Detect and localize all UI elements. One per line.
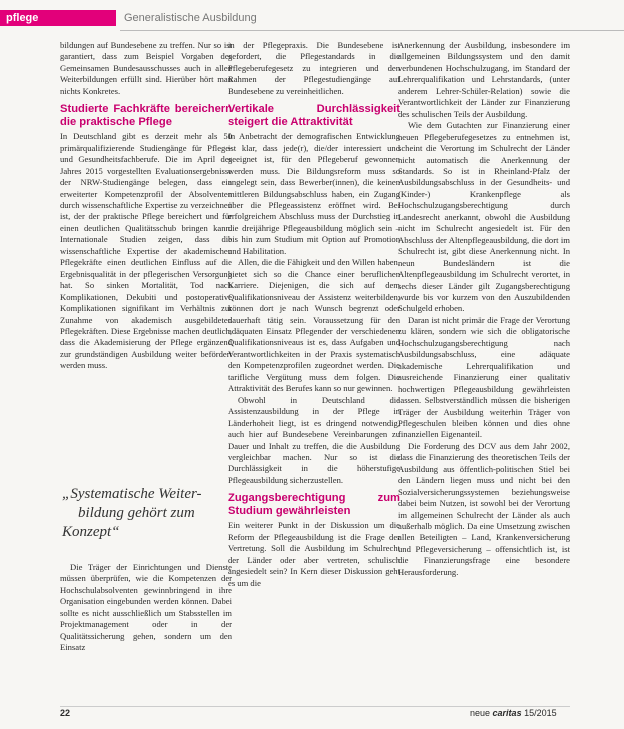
page-number: 22: [60, 708, 71, 718]
pull-quote: [62, 485, 222, 542]
column-2: [228, 40, 400, 589]
magazine-footer: [470, 708, 557, 718]
paragraph: Allen, die die Fähigkeit und den Willen haben, bietet sich so die Chance einer beruflichen Karriere. Diejenigen, die sich auf dem Qualifikationsniveau der Assistenz weiterbilden, können dort je nach Wunsch begrenzt oder dauerhaft tätig sein. Voraussetzung für den adäquaten Einsatz Pflegender der verschiedenen Qualifikationsniveaus ist es, dass Aufgaben und Verantwortlichkeiten in der Praxis systematisch den Kompetenzprofilen zugeordnet werden. Die tarifliche Vergütung muss dem folgen. Die Attraktivität des Berufes kann so nur gewinnen.: [228, 257, 400, 394]
page-header: [0, 0, 624, 34]
section-title: Generalistische Ausbildung: [124, 12, 257, 24]
pull-quote-line: „Systematische Weiter-: [62, 486, 202, 502]
pull-quote-line: bildung gehört zum: [78, 505, 195, 521]
paragraph: In Deutschland gibt es derzeit mehr als 50 primärqualifizierende Studiengänge für Pflege- und Gesundheitsfachberufe. Die im April des Jahres 2015 vorgestellten Evaluationsergebnisse der NRW-Studiengänge belegen, dass ein erweiterter Kompetenzprofil der Absolventen durch wissenschaftliche Expertise zu verzeichnen ist, der der praktische Pflege bereichert und für einen deutlichen Qualitätsschub bringen kann. Internationale Studien zeigen, dass die wissenschaftliche Expertise der akademischen Pflegekräfte einen deutlichen Einfluss auf die Ergebnisqualität in der pflegerischen Versorgung hat. So sinken Mortalität, Tod nach Komplikationen, Dekubiti und postoperative Komplikationen signifikant im Verhältnis zur Zunahme von akademisch ausgebildeten Pflegekräften. Diese Ergebnisse machen deutlich, dass die Akademisierung der Pflege ergänzend zur grundständigen Ausbildung weiter befördert werden muss.: [60, 131, 232, 371]
paragraph: Wie dem Gutachten zur Finanzierung einer neuen Pflegeberufegesetzes zu entnehmen ist, scheint die Verortung im Schulrecht der Länder nicht automatisch die Anerkennung der Standards. So ist in Rheinland-Pfalz der Ausbildungsabschluss in der Gesundheits- und (Kinder-) Krankenpflege als Hochschulzugangsberechtigung durch Landesrecht anerkannt, obwohl die Ausbildung nicht im Schulrecht angesiedelt ist. Für den Abschluss der Altenpflegeausbildung, die dort im Schulrecht ist, gibt diese Anerkennung nicht. In neun Bundesländern ist die Altenpflegeausbildung im Schulrecht verortet, in sechs dieser Länder gilt Zugangsberechtigung wurde bis vor kurzem von den Auszubildenden Schulgeld erhoben.: [398, 120, 570, 314]
paragraph: In Anbetracht der demografischen Entwicklung ist klar, dass jede(r), die/der interessiert und geeignet ist, für den Pflegeberuf gewonnen werden muss. Die Bildungsreform muss so angelegt sein, dass Bewerber(innen), die keinen mittleren Bildungsabschluss haben, ein Zugang über die Pflegeassistenz eröffnet wird. Bei erfolgreichem Abschluss muss der Durchstieg in die dreijährige Pflegeausbildung möglich sein – bis hin zum Studium mit Option auf Promotion und Habilitation.: [228, 131, 400, 256]
paragraph: Ein weiterer Punkt in der Diskussion um die Reform der Pflegeausbildung ist die Frage der Vertretung. Soll die Ausbildung im Schulrecht der Länder oder aber vertreten, schulisch angesiedelt sein? In Kern dieser Diskussion geht es um die: [228, 520, 400, 588]
column-1-bottom: [60, 562, 232, 654]
paragraph: in der Pflegepraxis. Die Bundesebene ist gefordert, die Pflegestandards in die Pflegeberufegesetz zu integrieren und den Rahmen der Pflegestudiengänge auf Bundesebene zu vereinheitlichen.: [228, 40, 400, 96]
pull-quote-line: Konzept“: [62, 524, 120, 540]
magazine-name: caritas: [492, 708, 522, 718]
column-1: [60, 40, 232, 372]
subheading: Studierte Fachkräfte bereichern die praktische Pflege: [60, 103, 232, 128]
paragraph: Die Forderung des DCV aus dem Jahr 2002, dass die Finanzierung des theoretischen Teils der Ausbildung aus öffentlich-politischen Stiel bei den Ländern liegen muss und nicht bei den Sozialversicherungssystemen beziehungsweise dabei beim Nutzen, ist sowohl bei der Verortung im allgemeinen Schulrecht der Länder als auch außerhalb möglich. Da eine Umsetzung zwischen allen Beteiligten – Land, Krankenversicherung und Pflegeversicherung – offensichtlich ist, ist die Finanzierungsfrage eine besondere Herausforderung.: [398, 440, 570, 577]
paragraph: Die Träger der Einrichtungen und Dienste müssen überprüfen, wie die Kompetenzen der Hochschulabsolventen gewinnbringend in ihre Organisation eingebunden werden können. Dabei sollte es nicht ausschließlich um Stabsstellen im Projektmanagement oder in der Qualitätssicherung gehen, sondern um den Einsatz: [60, 562, 232, 653]
subheading: Zugangsberechtigung zum Studium gewährleisten: [228, 492, 400, 517]
paragraph: Daran ist nicht primär die Frage der Verortung zu klären, sondern wie sich die obligatorische Hochschulzugangsberechtigung nach Ausbildungsabschluss, eine adäquate akademische Lehrerqualifikation und ausreichende Finanzierung einer qualitativ hochwertigen Pflegeausbildung gewährleisten lassen. Selbstverständlich müssen die bisherigen Träger der Ausbildung weiterhin Träger von Pflegeschulen bleiben können und dies ohne finanziellen Eigenanteil.: [398, 314, 570, 440]
paragraph: bildungen auf Bundesebene zu treffen. Nur so ist garantiert, dass zum Beispiel Vorgaben des Gemeinsamen Bundesausschusses auch in allen Weiterbildungen erfüllt sind. Hierüber hört man nichts Konkretes.: [60, 40, 232, 96]
footer-rule: [60, 706, 570, 707]
issue-number: 15/2015: [524, 708, 557, 718]
subheading: Vertikale Durchlässigkeit steigert die Attraktivität: [228, 103, 400, 128]
section-tag: pflege: [0, 10, 116, 26]
magazine-prefix: neue: [470, 708, 491, 718]
paragraph: Anerkennung der Ausbildung, insbesondere im allgemeinen Bildungssystem und den damit verbundenen Hochschulzugang, im Standard der Lehrerqualifikation und Lehrstandards, (unter anderem Lehrer-Schüler-Relation) sowie die Verantwortlichkeit der Länder zur Finanzierung des schulischen Teils der Ausbildung.: [398, 40, 570, 119]
column-3: [398, 40, 570, 578]
header-rule: [120, 30, 624, 31]
paragraph: Obwohl in Deutschland die Assistenzausbildung in der Pflege in Länderhoheit liegt, ist es dringend notwendig, auch hier auf Bundesebene Vereinbarungen zu Dauer und Inhalt zu treffen, die die Ausbildung vergleichbar machen. Nur so ist die Durchlässigkeit in die höherstufige Pflegeausbildung sicherzustellen.: [228, 394, 400, 485]
